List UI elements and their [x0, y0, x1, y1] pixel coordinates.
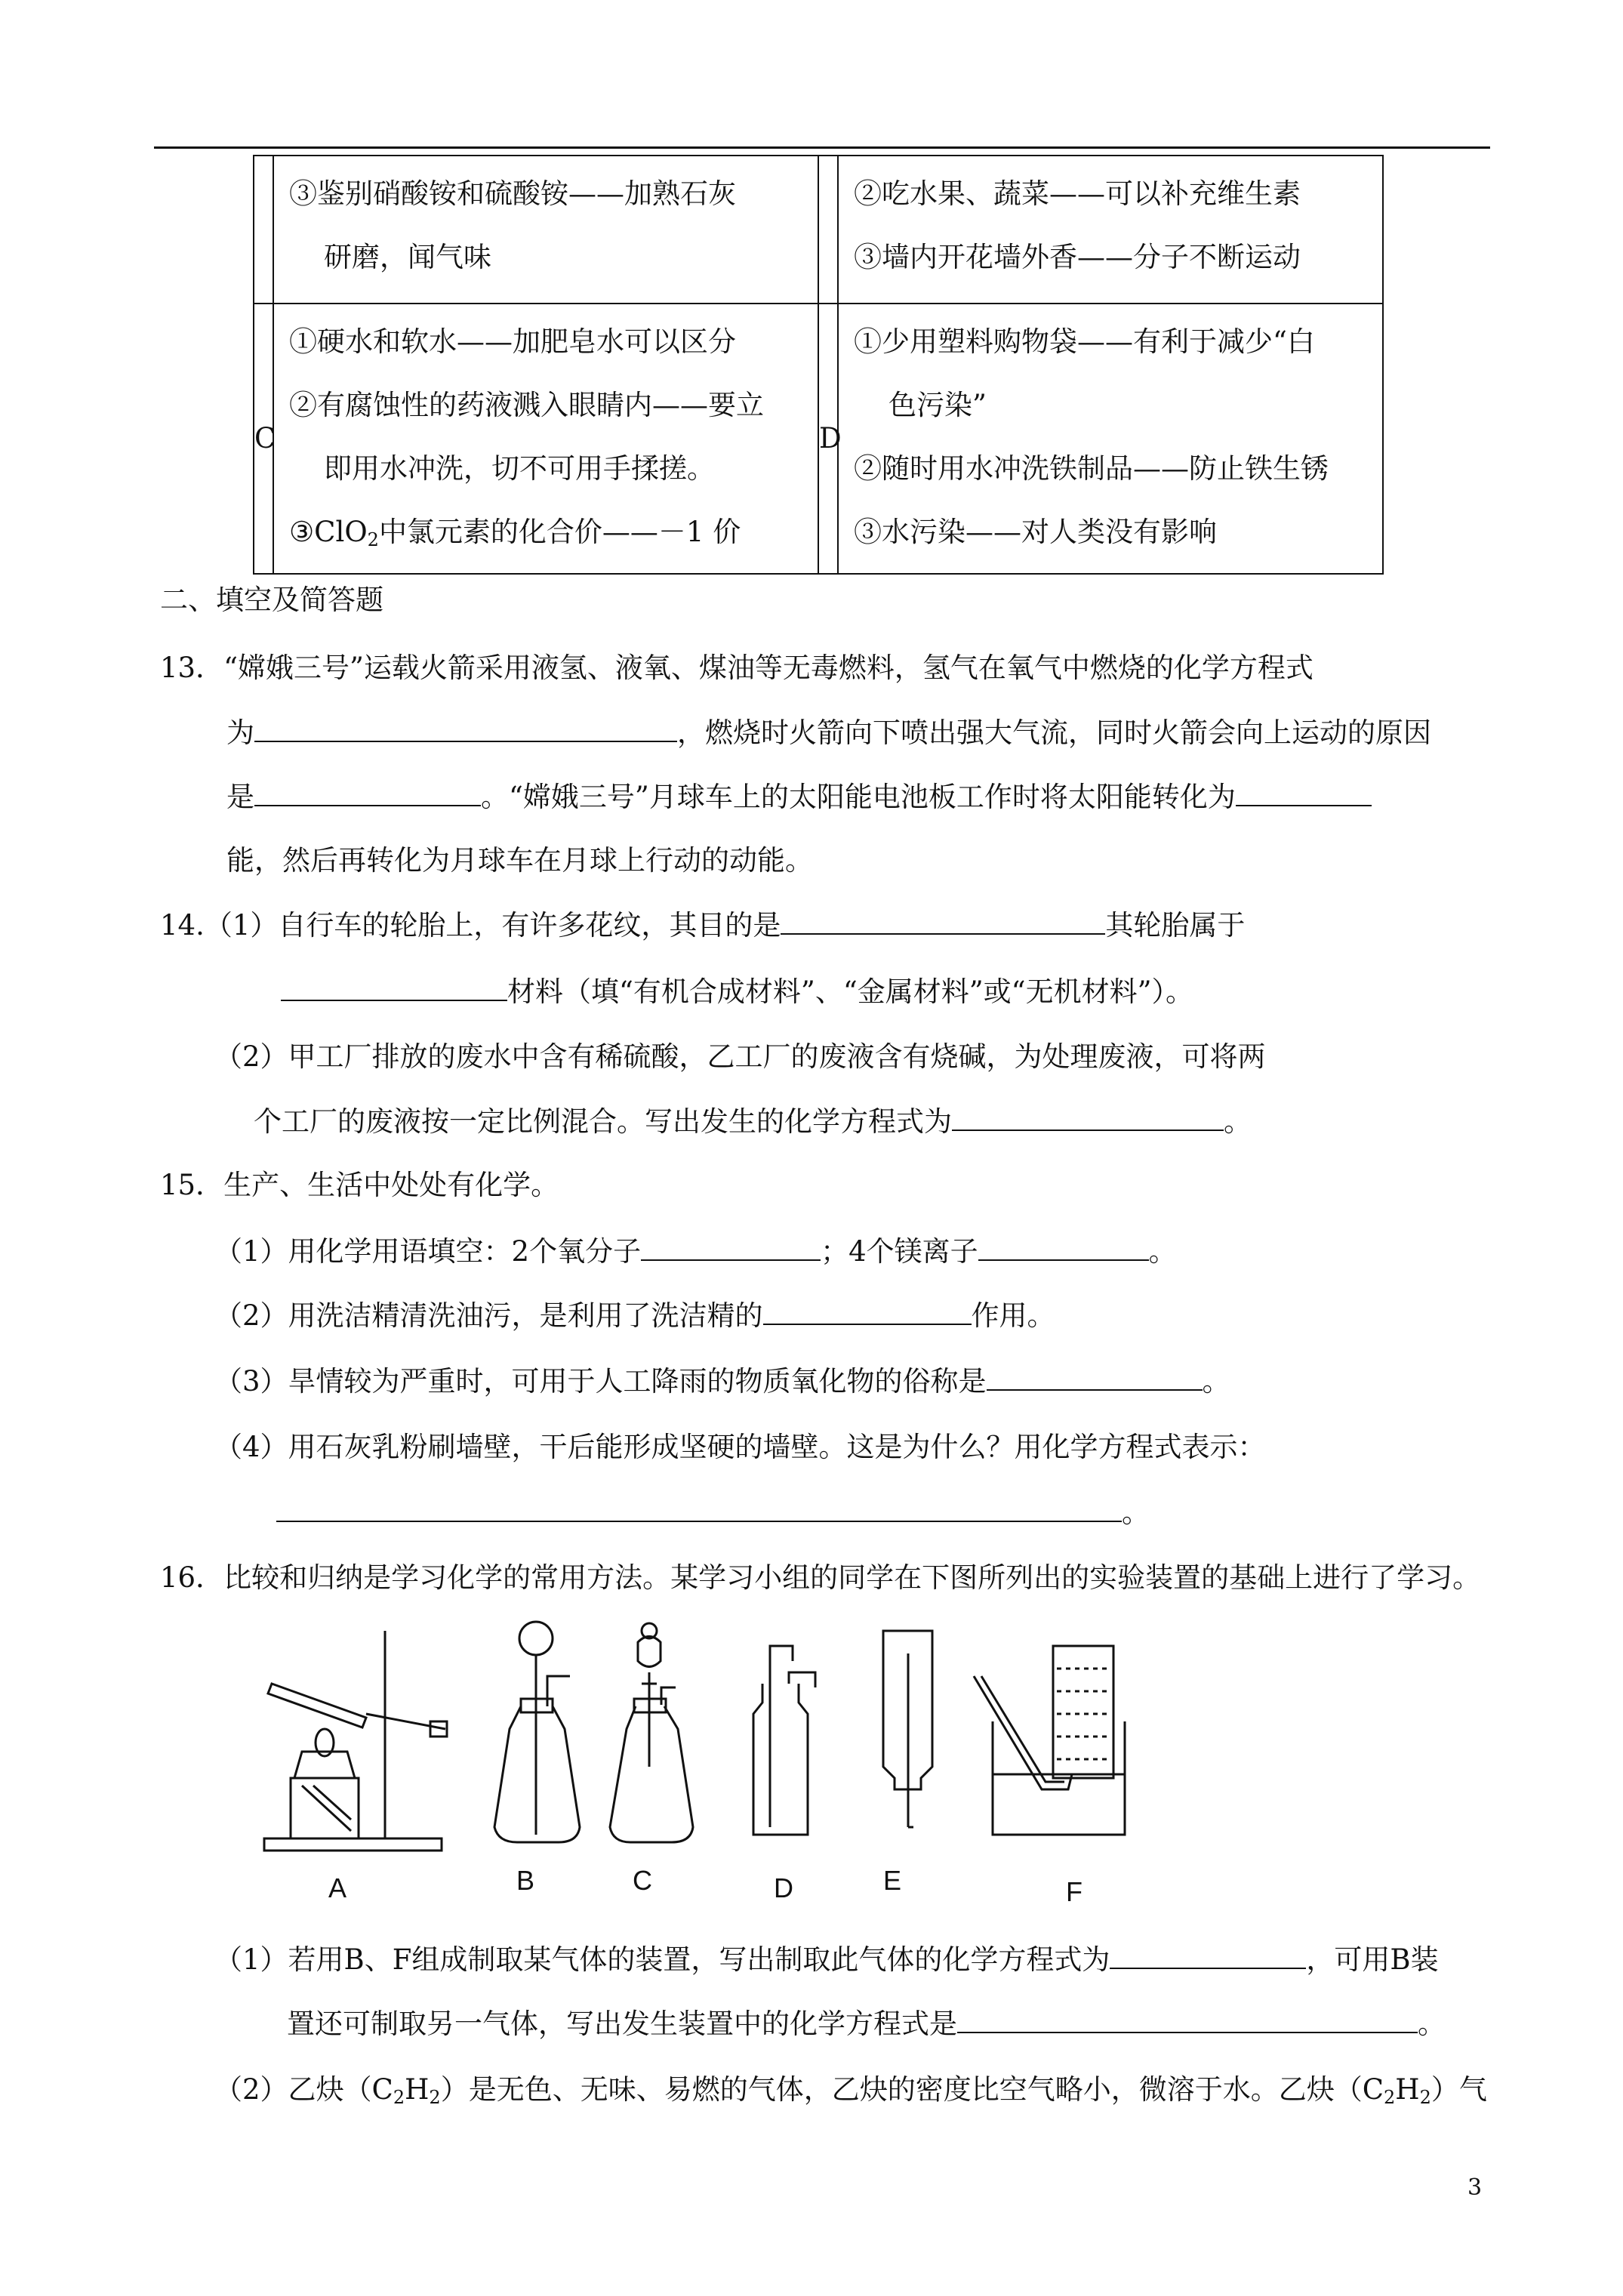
figure-label-d: D — [774, 1872, 793, 1903]
options-table — [253, 155, 1384, 575]
q14-line3: （2）甲工厂排放的废水中含有稀硫酸，乙工厂的废液含有烧碱，为处理废液，可将两 — [214, 1040, 1266, 1073]
apparatus-a — [264, 1631, 447, 1851]
apparatus-d — [753, 1646, 815, 1835]
figure-label-b: B — [516, 1865, 535, 1896]
apparatus-f — [974, 1646, 1125, 1835]
answer-blank[interactable] — [281, 972, 507, 1001]
answer-blank[interactable] — [978, 1232, 1149, 1261]
apparatus-b — [494, 1622, 580, 1842]
q13-line4: 能，然后再转化为月球车在月球上行动的动能。 — [226, 844, 813, 877]
answer-blank[interactable] — [763, 1296, 972, 1325]
q15-line2: （1）用化学用语填空：2个氧分子 ；4个镁离子 。 — [214, 1232, 1177, 1271]
header-rule — [154, 146, 1490, 149]
q15-line3: （2）用洗洁精清洗油污，是利用了洗洁精的 作用。 — [214, 1296, 1055, 1335]
q14-line2: 材料（填“有机合成材料”、“金属材料”或“无机材料”）。 — [281, 972, 1193, 1011]
answer-blank[interactable] — [1110, 1940, 1306, 1969]
answer-blank[interactable] — [254, 778, 481, 806]
q16-part1-line2: 置还可制取另一气体，写出发生装置中的化学方程式是 。 — [287, 2005, 1446, 2043]
q15-line1: 15．生产、生活中处处有化学。 — [160, 1169, 559, 1201]
answer-blank[interactable] — [254, 713, 677, 742]
q16-part2-line1: （2）乙炔$(C_2H_2)$是无色、无味、易燃的气体，乙炔的密度比空气略小，微溶于水。乙炔$(C_2H_2)$气 — [214, 2073, 1487, 2108]
q13-line2: 为 ，燃烧时火箭向下喷出强大气流，同时火箭会向上运动的原因 — [226, 713, 1431, 752]
answer-blank[interactable] — [1236, 778, 1372, 806]
q14-line4: 个工厂的废液按一定比例混合。写出发生的化学方程式为 。 — [254, 1102, 1252, 1141]
option-right: ②吃水果、蔬菜——可以补充维生素 ③墙内开花墙外香——分子不断运动 — [838, 156, 1383, 304]
answer-blank[interactable] — [276, 1493, 1122, 1522]
table-row — [254, 156, 1383, 304]
q15-line5: （4）用石灰乳粉刷墙壁，干后能形成坚硬的墙壁。这是为什么？用化学方程式表示： — [214, 1431, 1266, 1463]
answer-blank[interactable] — [641, 1232, 821, 1261]
q14-line1: 14.（1）自行车的轮胎上，有许多花纹，其目的是 其轮胎属于 — [160, 906, 1245, 945]
option-d-label: D — [818, 304, 838, 574]
option-left: ③鉴别硝酸铵和硫酸铵——加熟石灰 研磨，闻气味 — [273, 156, 818, 304]
figure-label-a: A — [328, 1872, 347, 1903]
q16-part1-line1: （1）若用B、F组成制取某气体的装置，写出制取此气体的化学方程式为 ，可用B装 — [214, 1940, 1439, 1979]
section-heading: 二、填空及简答题 — [160, 584, 383, 616]
row-label — [254, 156, 273, 304]
apparatus-c — [610, 1623, 693, 1842]
answer-blank[interactable] — [781, 906, 1105, 935]
q13-line3: 是 。“嫦娥三号”月球车上的太阳能电池板工作时将太阳能转化为 — [226, 778, 1372, 816]
lab-apparatus-figure — [249, 1616, 1532, 1872]
q13-line1: 13．“嫦娥三号”运载火箭采用液氢、液氧、煤油等无毒燃料，氢气在氧气中燃烧的化学方程式 — [160, 652, 1313, 684]
table-row — [254, 304, 1383, 574]
q15-line6: 。 — [276, 1493, 1150, 1532]
q16-line1: 16．比较和归纳是学习化学的常用方法。某学习小组的同学在下图所列出的实验装置的基础上进行了学习。 — [160, 1561, 1481, 1594]
option-c-label: C — [254, 304, 273, 574]
q15-line4: （3）旱情较为严重时，可用于人工降雨的物质氧化物的俗称是 。 — [214, 1362, 1230, 1401]
answer-blank[interactable] — [952, 1102, 1224, 1131]
option-c: ①硬水和软水——加肥皂水可以区分 ②有腐蚀性的药液溅入眼睛内——要立 即用水冲洗，切不可用手揉搓。 ③ClO$_2$中氯元素的化合价——－1 价 — [273, 304, 818, 574]
figure-label-c: C — [633, 1865, 652, 1896]
option-d: ①少用塑料购物袋——有利于减少“白 色污染” ②随时用水冲洗铁制品——防止铁生锈 ③水污染——对人类没有影响 — [838, 304, 1383, 574]
figure-label-e: E — [883, 1865, 902, 1896]
answer-blank[interactable] — [957, 2005, 1418, 2033]
apparatus-e — [883, 1631, 932, 1827]
row-label — [818, 156, 838, 304]
figure-label-f: F — [1066, 1876, 1083, 1907]
answer-blank[interactable] — [987, 1362, 1203, 1391]
page-number: 3 — [1467, 2174, 1483, 2201]
